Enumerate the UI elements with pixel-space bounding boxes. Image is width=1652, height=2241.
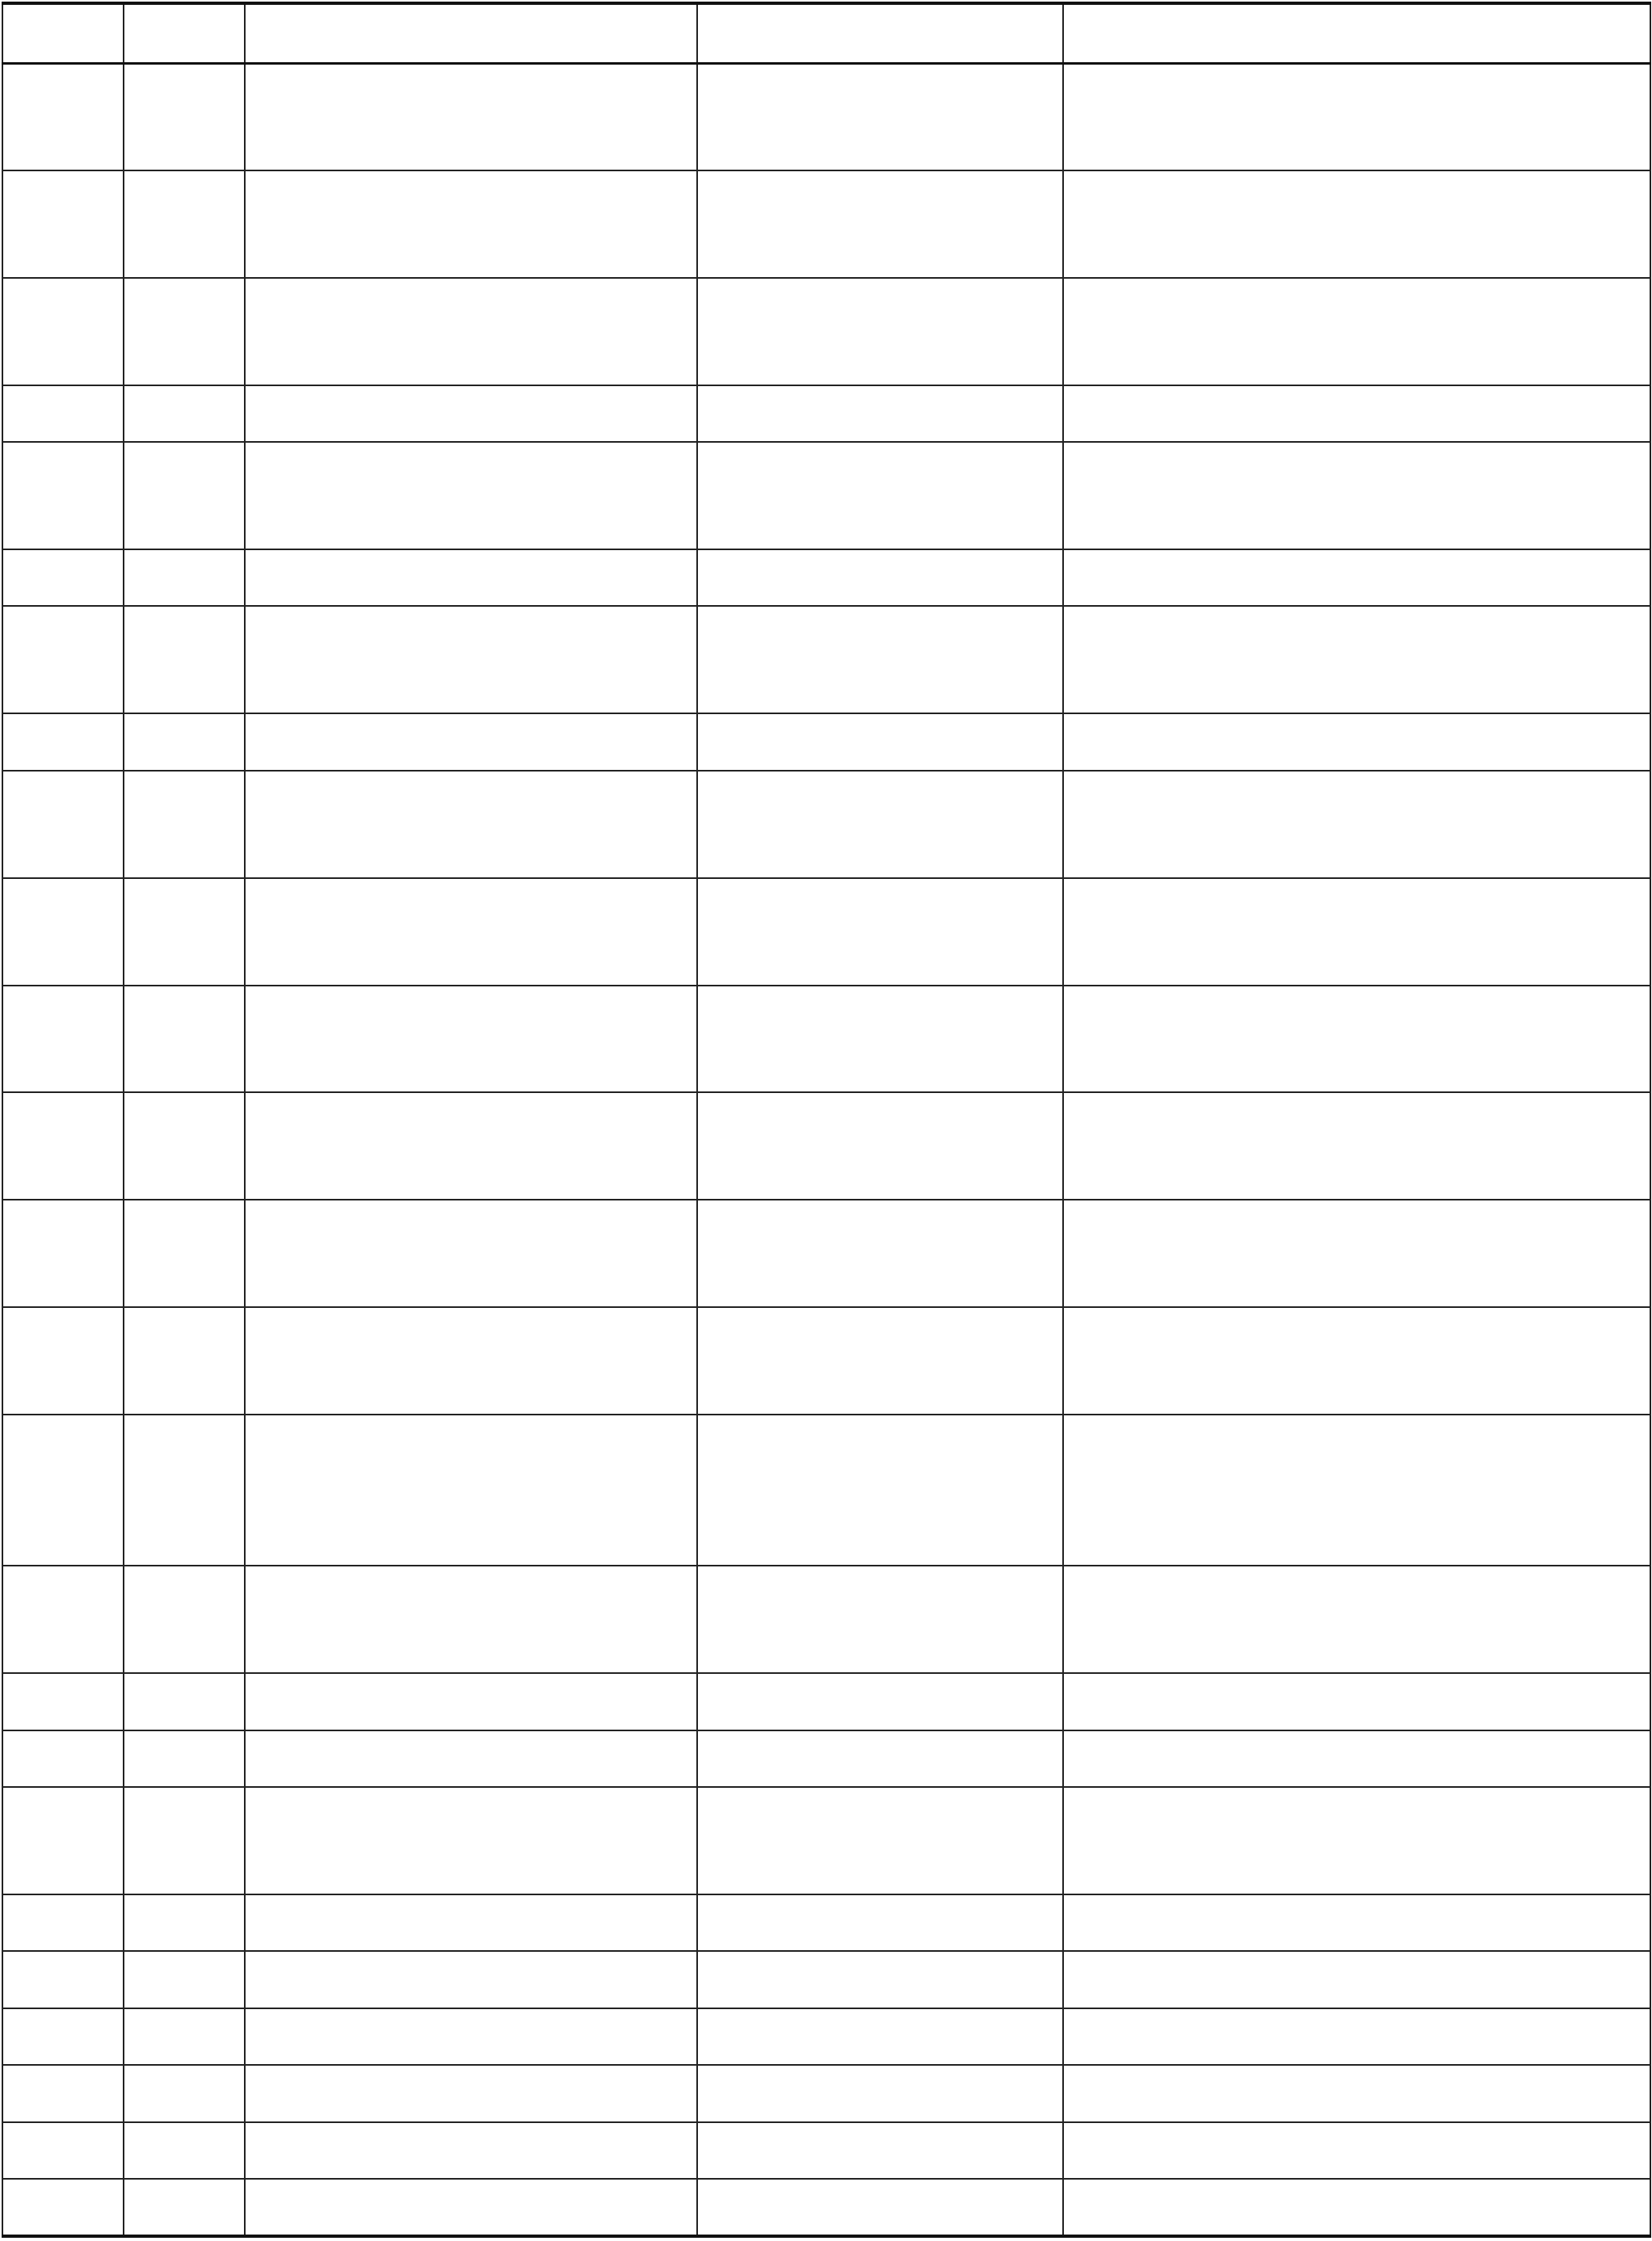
table-row bbox=[2, 878, 1650, 986]
cell-dept bbox=[124, 2008, 245, 2065]
cell-basis bbox=[1063, 1307, 1650, 1415]
cell-seq bbox=[2, 63, 124, 170]
cell-basis bbox=[1063, 986, 1650, 1093]
table-row bbox=[2, 385, 1650, 442]
cell-item bbox=[245, 63, 697, 170]
cell-dept bbox=[124, 771, 245, 878]
table-row bbox=[2, 1951, 1650, 2008]
cell-seq bbox=[2, 1730, 124, 1787]
table-row bbox=[2, 1566, 1650, 1673]
cell-seq bbox=[2, 2008, 124, 2065]
cell-dept bbox=[124, 63, 245, 170]
cell-item bbox=[245, 1566, 697, 1673]
cell-seq bbox=[2, 606, 124, 713]
cell-method bbox=[697, 1307, 1063, 1415]
cell-basis bbox=[1063, 1730, 1650, 1787]
cell-method bbox=[697, 278, 1063, 385]
header-dept bbox=[124, 3, 245, 63]
cell-basis bbox=[1063, 1787, 1650, 1894]
cell-method bbox=[697, 1200, 1063, 1307]
cell-method bbox=[697, 385, 1063, 442]
cell-seq bbox=[2, 1894, 124, 1951]
cell-seq bbox=[2, 1951, 124, 2008]
cell-seq bbox=[2, 170, 124, 278]
cell-seq bbox=[2, 2122, 124, 2179]
cell-item bbox=[245, 2065, 697, 2121]
cell-basis bbox=[1063, 1092, 1650, 1200]
cell-seq bbox=[2, 1415, 124, 1566]
cell-dept bbox=[124, 1951, 245, 2008]
cell-basis bbox=[1063, 1200, 1650, 1307]
table-row bbox=[2, 1673, 1650, 1730]
cell-dept bbox=[124, 549, 245, 606]
cell-dept bbox=[124, 1566, 245, 1673]
cell-basis bbox=[1063, 1894, 1650, 1951]
cell-basis bbox=[1063, 2065, 1650, 2121]
cell-dept bbox=[124, 1894, 245, 1951]
cell-basis bbox=[1063, 1951, 1650, 2008]
cell-dept bbox=[124, 385, 245, 442]
cell-basis bbox=[1063, 1566, 1650, 1673]
table-row bbox=[2, 1307, 1650, 1415]
cell-basis bbox=[1063, 1415, 1650, 1566]
cell-method bbox=[697, 1730, 1063, 1787]
table-row bbox=[2, 1787, 1650, 1894]
header-seq bbox=[2, 3, 124, 63]
cell-seq bbox=[2, 1092, 124, 1200]
cell-item bbox=[245, 1200, 697, 1307]
cell-seq bbox=[2, 385, 124, 442]
cell-item bbox=[245, 1673, 697, 1730]
cell-dept bbox=[124, 1730, 245, 1787]
cell-seq bbox=[2, 1673, 124, 1730]
cell-item bbox=[245, 385, 697, 442]
cell-basis bbox=[1063, 278, 1650, 385]
cell-seq bbox=[2, 1307, 124, 1415]
cell-dept bbox=[124, 986, 245, 1093]
cell-method bbox=[697, 1673, 1063, 1730]
table-row bbox=[2, 278, 1650, 385]
cell-method bbox=[697, 986, 1063, 1093]
cell-method bbox=[697, 606, 1063, 713]
header-row bbox=[2, 3, 1650, 63]
cell-item bbox=[245, 606, 697, 713]
cell-method bbox=[697, 63, 1063, 170]
table-row bbox=[2, 63, 1650, 170]
cell-item bbox=[245, 986, 697, 1093]
cell-basis bbox=[1063, 63, 1650, 170]
table-row bbox=[2, 606, 1650, 713]
cell-basis bbox=[1063, 2122, 1650, 2179]
header-item bbox=[245, 3, 697, 63]
cell-item bbox=[245, 278, 697, 385]
cell-basis bbox=[1063, 606, 1650, 713]
cell-basis bbox=[1063, 442, 1650, 549]
fee-table bbox=[2, 2, 1651, 2238]
cell-dept bbox=[124, 1092, 245, 1200]
table-row bbox=[2, 1730, 1650, 1787]
table-row bbox=[2, 1200, 1650, 1307]
table-row bbox=[2, 771, 1650, 878]
header-basis bbox=[1063, 3, 1650, 63]
cell-basis bbox=[1063, 878, 1650, 986]
cell-basis bbox=[1063, 771, 1650, 878]
cell-item bbox=[245, 2179, 697, 2236]
cell-seq bbox=[2, 278, 124, 385]
cell-dept bbox=[124, 606, 245, 713]
cell-basis bbox=[1063, 1673, 1650, 1730]
table-row bbox=[2, 2065, 1650, 2121]
cell-seq bbox=[2, 1566, 124, 1673]
cell-dept bbox=[124, 1673, 245, 1730]
table-row bbox=[2, 2008, 1650, 2065]
cell-item bbox=[245, 1951, 697, 2008]
cell-method bbox=[697, 170, 1063, 278]
cell-method bbox=[697, 1566, 1063, 1673]
cell-basis bbox=[1063, 385, 1650, 442]
cell-item bbox=[245, 878, 697, 986]
cell-dept bbox=[124, 1307, 245, 1415]
table-row bbox=[2, 442, 1650, 549]
table-row bbox=[2, 1092, 1650, 1200]
cell-basis bbox=[1063, 549, 1650, 606]
cell-dept bbox=[124, 1200, 245, 1307]
table-row bbox=[2, 1415, 1650, 1566]
cell-item bbox=[245, 2122, 697, 2179]
cell-method bbox=[697, 1894, 1063, 1951]
cell-seq bbox=[2, 549, 124, 606]
cell-dept bbox=[124, 442, 245, 549]
cell-item bbox=[245, 713, 697, 770]
cell-method bbox=[697, 1092, 1063, 1200]
cell-seq bbox=[2, 878, 124, 986]
cell-method bbox=[697, 549, 1063, 606]
cell-dept bbox=[124, 878, 245, 986]
cell-seq bbox=[2, 2065, 124, 2121]
cell-seq bbox=[2, 771, 124, 878]
cell-seq bbox=[2, 442, 124, 549]
cell-item bbox=[245, 1787, 697, 1894]
cell-dept bbox=[124, 1787, 245, 1894]
cell-dept bbox=[124, 170, 245, 278]
cell-basis bbox=[1063, 2179, 1650, 2236]
cell-method bbox=[697, 442, 1063, 549]
table-row bbox=[2, 713, 1650, 770]
cell-dept bbox=[124, 2065, 245, 2121]
cell-dept bbox=[124, 2179, 245, 2236]
cell-dept bbox=[124, 713, 245, 770]
table-row bbox=[2, 986, 1650, 1093]
cell-method bbox=[697, 878, 1063, 986]
table-row bbox=[2, 2122, 1650, 2179]
table-row bbox=[2, 549, 1650, 606]
table-row bbox=[2, 2179, 1650, 2236]
cell-item bbox=[245, 1894, 697, 1951]
cell-item bbox=[245, 170, 697, 278]
cell-item bbox=[245, 1307, 697, 1415]
cell-seq bbox=[2, 1200, 124, 1307]
header-method bbox=[697, 3, 1063, 63]
cell-item bbox=[245, 1730, 697, 1787]
cell-method bbox=[697, 1787, 1063, 1894]
cell-method bbox=[697, 2065, 1063, 2121]
cell-dept bbox=[124, 2122, 245, 2179]
table-row bbox=[2, 1894, 1650, 1951]
cell-seq bbox=[2, 713, 124, 770]
cell-seq bbox=[2, 2179, 124, 2236]
cell-item bbox=[245, 1092, 697, 1200]
cell-method bbox=[697, 2179, 1063, 2236]
cell-basis bbox=[1063, 713, 1650, 770]
cell-method bbox=[697, 1415, 1063, 1566]
cell-method bbox=[697, 713, 1063, 770]
cell-item bbox=[245, 771, 697, 878]
cell-dept bbox=[124, 1415, 245, 1566]
cell-item bbox=[245, 549, 697, 606]
cell-basis bbox=[1063, 2008, 1650, 2065]
cell-item bbox=[245, 1415, 697, 1566]
cell-seq bbox=[2, 1787, 124, 1894]
cell-method bbox=[697, 2122, 1063, 2179]
cell-method bbox=[697, 1951, 1063, 2008]
cell-basis bbox=[1063, 170, 1650, 278]
cell-method bbox=[697, 2008, 1063, 2065]
cell-seq bbox=[2, 986, 124, 1093]
cell-dept bbox=[124, 278, 245, 385]
cell-method bbox=[697, 771, 1063, 878]
cell-item bbox=[245, 442, 697, 549]
table-row bbox=[2, 170, 1650, 278]
cell-item bbox=[245, 2008, 697, 2065]
